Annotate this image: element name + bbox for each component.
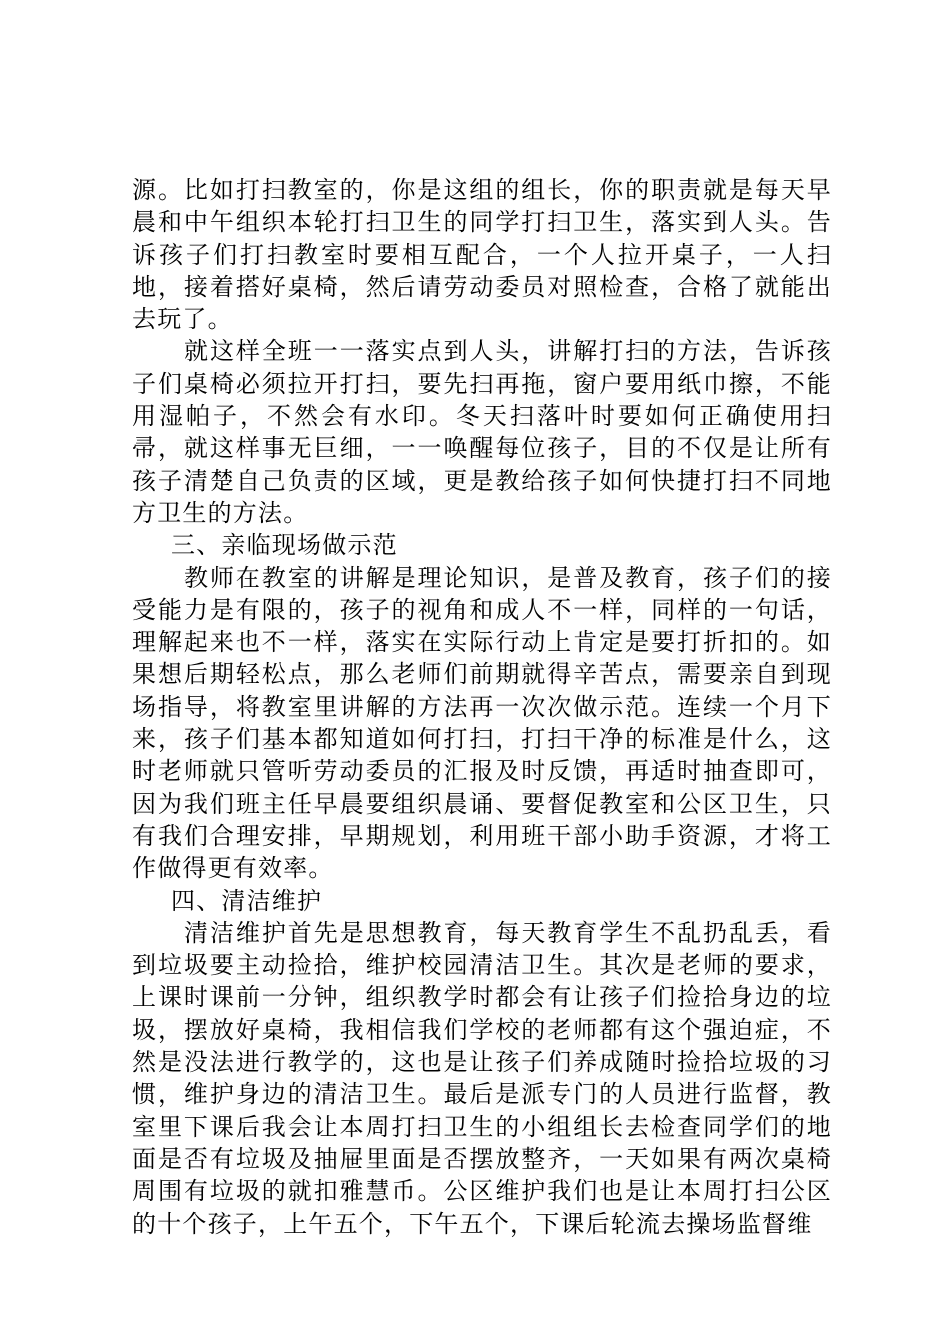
section-heading-3: 三、亲临现场做示范: [171, 531, 398, 560]
paragraph-4: 清洁维护首先是思想教育，每天教育学生不乱扔乱丢，看到垃圾要主动捡拾，维护校园清洁卫生。其次是老师的要求，上课时课前一分钟，组织教学时都会有让孩子们捡拾身边的垃圾，摆放好桌椅，我相信我们学校的老师都有这个强迫症，不然是没法进行教学的，这也是让孩子们养成随时捡拾垃圾的习惯，维护身边的清洁卫生。最后是派专门的人员进行监督，教室里下课后我会让本周打扫卫生的小组组长去检查同学们的地面是否有垃圾及抽屉里面是否摆放整齐，一天如果有两次桌椅周围有垃圾的就扣雅慧币。公区维护我们也是让本周打扫公区的十个孩子，上午五个，下午五个，下课后轮流去操场监督维: [132, 918, 832, 1238]
paragraph-1: 源。比如打扫教室的，你是这组的组长，你的职责就是每天早晨和中午组织本轮打扫卫生的同学打扫卫生，落实到人头。告诉孩子们打扫教室时要相互配合，一个人拉开桌子，一人扫地，接着搭好桌椅，然后请劳动委员对照检查，合格了就能出去玩了。: [132, 176, 832, 334]
document-body: [132, 174, 832, 1240]
paragraph-3: 教师在教室的讲解是理论知识，是普及教育，孩子们的接受能力是有限的，孩子的视角和成人不一样，同样的一句话，理解起来也不一样，落实在实际行动上肯定是要打折扣的。如果想后期轻松点，那么老师们前期就得辛苦点，需要亲自到现场指导，将教室里讲解的方法再一次次做示范。连续一个月下来，孩子们基本都知道如何打扫，打扫干净的标准是什么，这时老师就只管听劳动委员的汇报及时反馈，再适时抽查即可，因为我们班主任早晨要组织晨诵、要督促教室和公区卫生，只有我们合理安排，早期规划，利用班干部小助手资源，才将工作做得更有效率。: [132, 563, 832, 883]
paragraph-2: 就这样全班一一落实点到人头，讲解打扫的方法，告诉孩子们桌椅必须拉开打扫，要先扫再拖，窗户要用纸巾擦，不能用湿帕子，不然会有水印。冬天扫落叶时要如何正确使用扫帚，就这样事无巨细，一一唤醒每位孩子，目的不仅是让所有孩子清楚自己负责的区域，更是教给孩子如何快捷打扫不同地方卫生的方法。: [132, 337, 832, 527]
section-heading-4: 四、清洁维护: [171, 886, 323, 915]
